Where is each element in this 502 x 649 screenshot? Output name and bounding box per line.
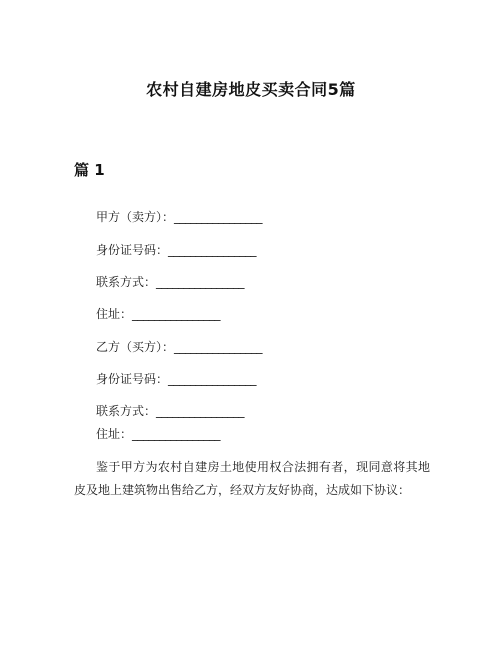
section-heading: 篇 1	[74, 161, 105, 179]
buyer-party-field	[96, 339, 262, 355]
field-label: 甲方（卖方）：	[96, 210, 175, 224]
buyer-id-field	[96, 371, 256, 387]
field-blank: ________________	[132, 307, 221, 321]
seller-party-field	[96, 209, 262, 225]
document-title: 农村自建房地皮买卖合同5篇	[146, 80, 356, 99]
field-blank: ________________	[174, 210, 263, 224]
field-blank: ________________	[168, 243, 257, 257]
field-blank: ________________	[168, 372, 257, 386]
field-label: 住址：	[96, 307, 133, 321]
buyer-contact-field	[96, 403, 244, 419]
field-blank: ________________	[174, 340, 263, 354]
buyer-address-field	[96, 426, 220, 442]
field-label: 联系方式：	[96, 275, 157, 289]
seller-address-field	[96, 306, 220, 322]
field-label: 住址：	[96, 427, 133, 441]
field-label: 乙方（买方）：	[96, 340, 175, 354]
field-blank: ________________	[132, 427, 221, 441]
field-label: 身份证号码：	[96, 243, 169, 257]
seller-contact-field	[96, 274, 244, 290]
field-label: 联系方式：	[96, 404, 157, 418]
agreement-paragraph: 鉴于甲方为农村自建房土地使用权合法拥有者，现同意将其地皮及地上建筑物出售给乙方，经双方友好协商，达成如下协议：	[74, 460, 430, 497]
field-blank: ________________	[156, 404, 245, 418]
seller-id-field	[96, 242, 256, 258]
field-blank: ________________	[156, 275, 245, 289]
field-label: 身份证号码：	[96, 372, 169, 386]
